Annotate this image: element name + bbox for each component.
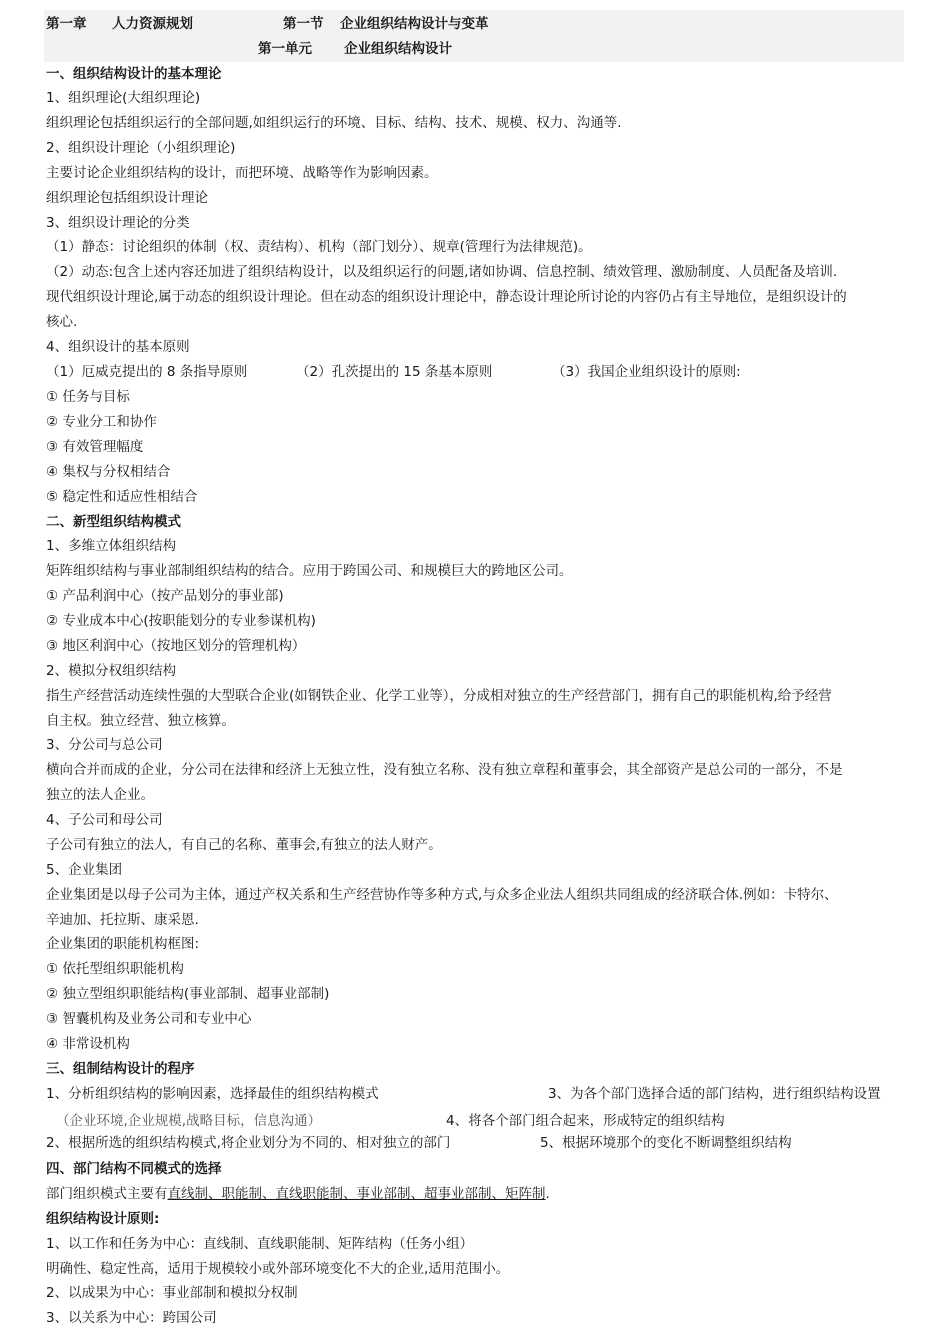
paragraph: 主要讨论企业组织结构的设计，而把环境、战略等作为影响因素。 — [46, 165, 438, 181]
paragraph: 1、组织理论(大组织理论) — [46, 90, 201, 106]
modes-paragraph — [46, 1184, 550, 1204]
unit-title: 企业组织结构设计 — [344, 41, 452, 57]
paragraph: 横向合并而成的企业，分公司在法律和经济上无独立性，没有独立名称、没有独立章程和董事会，其全部资产是总公司的一部分，不是 — [46, 762, 843, 778]
modes-prefix: 部门组织模式主要有 — [46, 1186, 168, 1202]
step-3: 3、为各个部门选择合适的部门结构，进行组织结构设置 — [548, 1086, 881, 1102]
paragraph: 指生产经营活动连续性强的大型联合企业(如钢铁企业、化学工业等），分成相对独立的生产经营部门，拥有自己的职能机构,给予经营 — [46, 688, 832, 704]
list-item: ③ 地区利润中心（按地区划分的管理机构） — [46, 638, 306, 654]
paragraph: 矩阵组织结构与事业部制组织结构的结合。应用于跨国公司、和规模巨大的跨地区公司。 — [46, 563, 573, 579]
section-title: 企业组织结构设计与变革 — [340, 16, 489, 32]
list-item: ② 独立型组织职能结构(事业部制、超事业部制) — [46, 986, 330, 1002]
modes-list: 直线制、职能制、直线职能制、事业部制、超事业部制、矩阵制 — [167, 1186, 546, 1202]
list-item: ④ 非常设机构 — [46, 1036, 130, 1052]
paragraph: 1、以工作和任务为中心：直线制、直线职能制、矩阵结构（任务小组） — [46, 1236, 474, 1252]
paragraph: 独立的法人企业。 — [46, 787, 154, 803]
paragraph: 1、多维立体组织结构 — [46, 538, 177, 554]
paragraph: 企业集团是以母子公司为主体，通过产权关系和生产经营协作等多种方式,与众多企业法人组织共同组成的经济联合体.例如：卡特尔、 — [46, 887, 838, 903]
section-label: 第一节 — [283, 16, 324, 32]
part4-heading: 四、部门结构不同模式的选择 — [46, 1161, 222, 1177]
part1-heading: 一、组织结构设计的基本理论 — [46, 66, 222, 82]
part3-heading: 三、组制结构设计的程序 — [46, 1061, 195, 1077]
list-item: ① 依托型组织职能机构 — [46, 961, 184, 977]
principle-1: （1）厄威克提出的 8 条指导原则 — [46, 364, 248, 380]
step-2: 2、根据所选的组织结构模式,将企业划分为不同的、相对独立的部门 — [46, 1135, 451, 1151]
step-5: 5、根据环境那个的变化不断调整组织结构 — [540, 1135, 792, 1151]
paragraph: 3、组织设计理论的分类 — [46, 215, 190, 231]
unit-label: 第一单元 — [258, 41, 312, 57]
list-item: ③ 智囊机构及业务公司和专业中心 — [46, 1011, 252, 1027]
paragraph: 自主权。独立经营、独立核算。 — [46, 713, 235, 729]
part2-heading: 二、新型组织结构模式 — [46, 514, 181, 530]
paragraph: 核心. — [46, 314, 78, 330]
step-1: 1、分析组织结构的影响因素，选择最佳的组织结构模式 — [46, 1086, 379, 1102]
modes-suffix: . — [545, 1186, 550, 1202]
paragraph: 4、组织设计的基本原则 — [46, 339, 190, 355]
chapter-title: 人力资源规划 — [112, 16, 193, 32]
paragraph: （1）静态：讨论组织的体制（权、责结构）、机构（部门划分）、规章(管理行为法律规范)。 — [46, 239, 592, 255]
paragraph: 2、以成果为中心：事业部制和模拟分权制 — [46, 1285, 298, 1301]
paragraph: 现代组织设计理论,属于动态的组织设计理论。但在动态的组织设计理论中，静态设计理论所讨论的内容仍占有主导地位，是组织设计的 — [46, 289, 847, 305]
list-item: ⑤ 稳定性和适应性相结合 — [46, 489, 198, 505]
list-item: ② 专业成本中心(按职能划分的专业参谋机构) — [46, 613, 316, 629]
paragraph: （2）动态:包含上述内容还加进了组织结构设计，以及组织运行的问题,诸如协调、信息控制、绩效管理、激励制度、人员配备及培训. — [46, 264, 838, 280]
principles-heading: 组织结构设计原则: — [46, 1211, 160, 1227]
list-item: ④ 集权与分权相结合 — [46, 464, 171, 480]
paragraph: 明确性、稳定性高，适用于规模较小或外部环境变化不大的企业,适用范围小。 — [46, 1261, 510, 1277]
list-item: ① 产品利润中心（按产品划分的事业部) — [46, 588, 284, 604]
paragraph: 5、企业集团 — [46, 862, 123, 878]
step-4: 4、将各个部门组合起来，形成特定的组织结构 — [446, 1113, 725, 1129]
list-item: ③ 有效管理幅度 — [46, 439, 144, 455]
paragraph: 组织理论包括组织设计理论 — [46, 190, 208, 206]
paragraph: 2、模拟分权组织结构 — [46, 663, 177, 679]
paragraph: 子公司有独立的法人，有自己的名称、董事会,有独立的法人财产。 — [46, 837, 442, 853]
principle-2: （2）孔茨提出的 15 条基本原则 — [296, 364, 493, 380]
step-1-note: （企业环境,企业规模,战略目标，信息沟通） — [56, 1113, 322, 1129]
paragraph: 4、子公司和母公司 — [46, 812, 163, 828]
paragraph: 3、分公司与总公司 — [46, 737, 163, 753]
paragraph: 企业集团的职能机构框图: — [46, 936, 200, 952]
paragraph: 3、以关系为中心：跨国公司 — [46, 1310, 217, 1326]
paragraph: 辛迪加、托拉斯、康采恩. — [46, 912, 199, 928]
principle-3: （3）我国企业组织设计的原则: — [552, 364, 741, 380]
paragraph: 组织理论包括组织运行的全部问题,如组织运行的环境、目标、结构、技术、规模、权力、沟通等. — [46, 115, 622, 131]
chapter-label: 第一章 — [46, 16, 87, 32]
list-item: ② 专业分工和协作 — [46, 414, 157, 430]
list-item: ① 任务与目标 — [46, 389, 130, 405]
paragraph: 2、组织设计理论（小组织理论) — [46, 140, 236, 156]
